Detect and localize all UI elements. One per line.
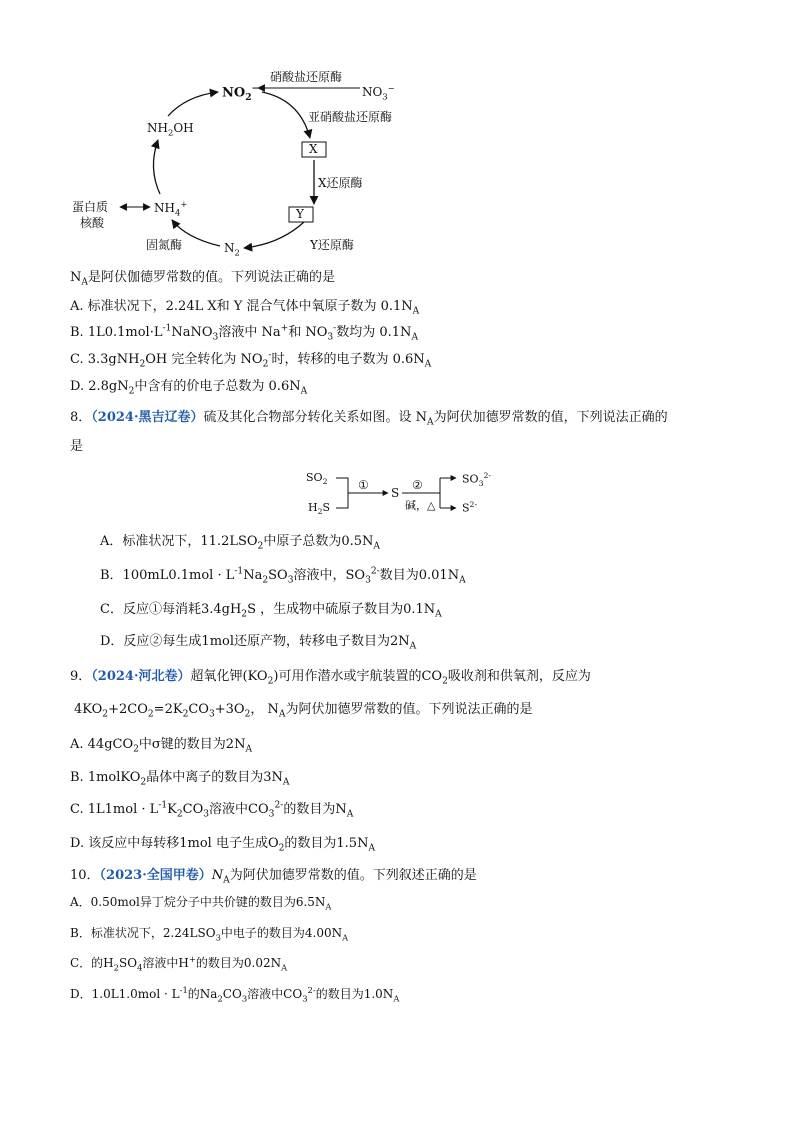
label-nitrogenase: 固氮酶 (146, 238, 183, 252)
q8-option-b: B．$100mL0.1mol \cdot L^{-1}Na_2SO_3$溶液中，$SO_3^{2-}$数目为$0.01N_A$ (100, 566, 466, 586)
dg-h2s: $H_2S$ (308, 501, 331, 517)
arc-no2-to-x (262, 92, 310, 138)
dg-condition: 碱，△ (405, 499, 436, 512)
q9-source: （2024·河北卷） (91, 669, 191, 684)
q8-option-a: A．标准状况下，$11.2LSO_2$中原子总数为$0.5N_A$ (100, 534, 380, 552)
dg-so3: $SO_3^{2-}$ (462, 471, 491, 488)
q10-stem: 10．（2023·全国甲卷）$N_A$为阿伏加德罗常数的值。下列叙述正确的是 (70, 868, 477, 886)
q8-stem-line1: 8．（2024·黑吉辽卷）硫及其化合物部分转化关系如图。设 $N_A$为阿伏加德罗常数的值，下列说法正确的 (70, 410, 668, 428)
dg-step-2: ② (412, 478, 423, 492)
label-nh2oh: $NH_2OH$ (147, 121, 194, 138)
q10-source: （2023·全国甲卷） (99, 868, 212, 883)
q7-option-d: D. $2.8gN_2$中含有的价电子总数为 $0.6N_A$ (70, 379, 308, 397)
arc-y-to-n2 (244, 222, 304, 248)
q9-option-d: D. 该反应中每转移1mol 电子生成$O_2$的数目为$1.5N_A$ (70, 836, 376, 854)
label-y-reductase: Y还原酶 (310, 238, 354, 252)
q9-option-a: A. 44gCO$_2$中σ键的数目为$2N_A$ (70, 737, 253, 755)
label-box-y: Y (296, 207, 304, 221)
q9-option-b: B. 1molKO$_2$晶体中离子的数目为$3N_A$ (70, 770, 290, 788)
label-box-x: X (309, 142, 318, 156)
arc-nh4-to-nh2oh (153, 140, 160, 194)
q8-option-d: D．反应②每生成1mol还原产物，转移电子数目为$2N_A$ (100, 634, 417, 652)
label-nitrate-reductase: 硝酸盐还原酶 (270, 70, 343, 84)
label-no2: $NO_2^-$ (222, 83, 260, 103)
dg-s2: $S^{2-}$ (462, 500, 478, 515)
q7-option-c: C. 3.3gNH$_2$OH 完全转化为 $NO_2^-$时，转移的电子数为 $0.6N_A$ (70, 350, 432, 370)
label-protein: 蛋白质 (72, 200, 109, 214)
nitrogen-cycle-diagram (0, 0, 794, 265)
q9-stem-line1: 9．（2024·河北卷）超氧化钾$(KO_2)$可用作潜水或宇航装置的$CO_2$吸收剂和供氧剂，反应为 (70, 669, 591, 687)
label-nucleic: 核酸 (80, 216, 105, 230)
dg-so2: $SO_2$ (306, 471, 328, 487)
dg-s: S (391, 486, 400, 500)
q8-stem-line2: 是 (70, 439, 84, 454)
q9-equation: $4KO_2+2CO_2=2K_2CO_3+3O_2$， $N_A$为阿伏加德罗常数的值。下列说法正确的是 (74, 702, 533, 720)
q8-source: （2024·黑吉辽卷） (91, 410, 204, 425)
q9-option-c: C. $1L1mol \cdot L^{-1}K_2CO_3$溶液中$CO_3^{2-}$的数目为$N_A$ (70, 800, 354, 820)
label-x-reductase: X还原酶 (318, 176, 363, 190)
q7-option-a: A. 标准状况下，2.24L X和 Y 混合气体中氧原子数为 $0.1N_A$ (70, 299, 420, 317)
q8-option-c: C．反应①每消耗$3.4gH_2S$ ，生成物中硫原子数目为$0.1N_A$ (100, 602, 442, 620)
label-n2: $N_2$ (224, 241, 240, 258)
label-nh4: $NH_4^+$ (154, 199, 188, 218)
q10-option-c: C．的$H_2SO_4$溶液中H+的数目为$0.02N_A$ (70, 954, 288, 973)
dg-step-1: ① (358, 478, 369, 492)
q7-option-b: B. $1L0.1mol\cdot L^{-1}NaNO_3$溶液中 Na+和 $NO_3^-$数均为 $0.1N_A$ (70, 323, 419, 343)
q10-option-d: D．$1.0L1.0mol \cdot L^{-1}$的$Na_2CO_3$溶液中$CO_3^{2-}$的数目为$1.0N_A$ (70, 985, 400, 1004)
q10-option-a: A．0.50mol异丁烷分子中共价键的数目为$6.5N_A$ (70, 895, 332, 912)
label-no3: $NO_3^-$ (362, 83, 395, 102)
q7-stem: $N_A$是阿伏伽德罗常数的值。下列说法正确的是 (70, 270, 335, 288)
arc-nh2oh-to-no2 (168, 92, 218, 116)
label-nitrite-reductase: 亚硝酸盐还原酶 (308, 110, 393, 124)
q10-option-b: B．标准状况下，$2.24LSO_3$中电子的数目为$4.00N_A$ (70, 926, 349, 943)
